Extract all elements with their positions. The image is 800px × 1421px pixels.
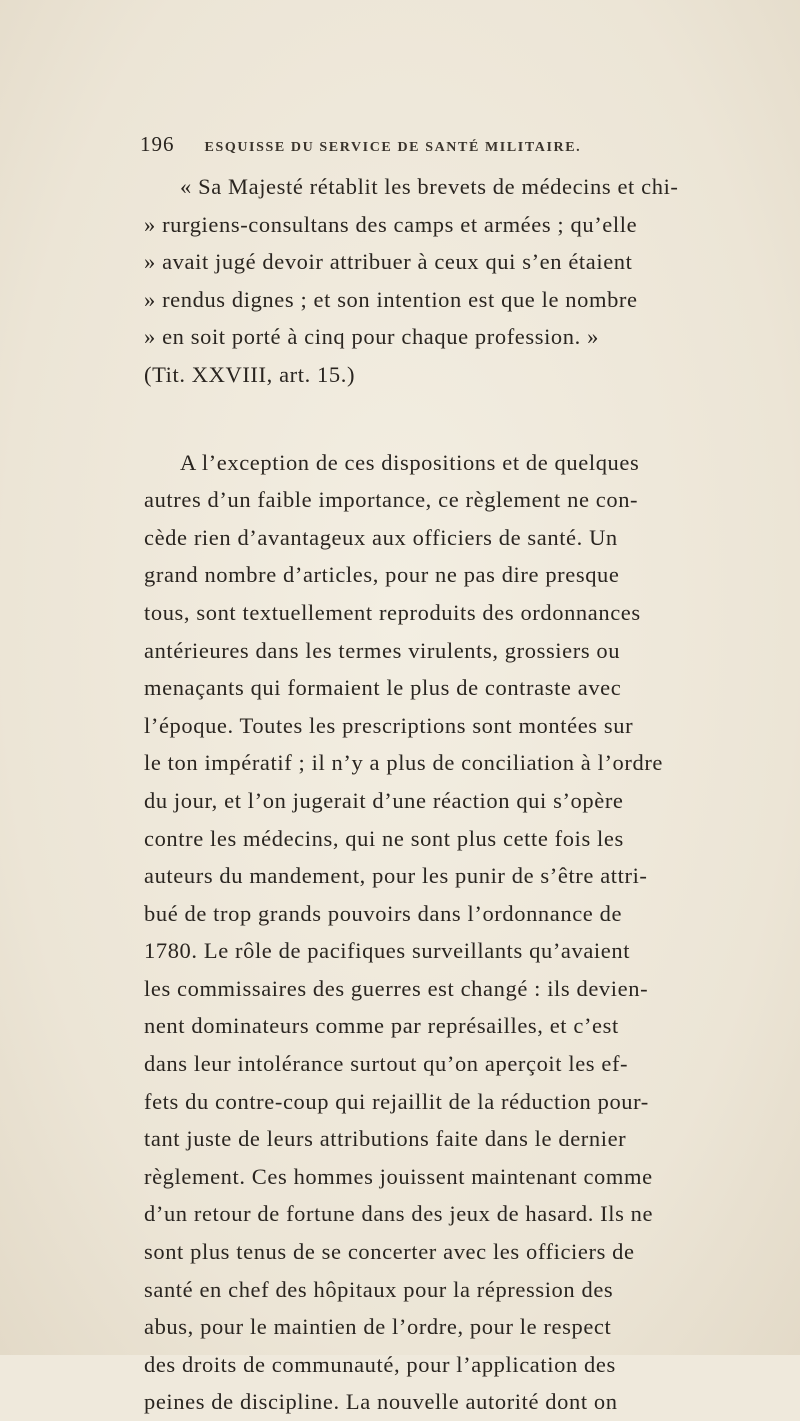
paragraph-line: le ton impératif ; il n’y a plus de conciliation à l’ordre bbox=[144, 750, 664, 776]
paragraph-gap bbox=[144, 394, 714, 444]
paragraph-line: auteurs du mandement, pour les punir de s’être attri- bbox=[144, 863, 648, 889]
paragraph-line: cède rien d’avantageux aux officiers de santé. Un bbox=[144, 524, 618, 550]
paragraph-line: fets du contre-coup qui rejaillit de la réduction pour- bbox=[144, 1088, 649, 1114]
paragraph-line: bué de trop grands pouvoirs dans l’ordonnance de bbox=[144, 900, 623, 926]
paragraph-line: dans leur intolérance surtout qu’on aperçoit les ef- bbox=[144, 1051, 629, 1077]
paragraph-line: 1780. Le rôle de pacifiques surveillants qu’avaient bbox=[144, 938, 631, 964]
paragraph-line: antérieures dans les termes virulents, grossiers ou bbox=[144, 637, 621, 663]
paragraph-line: contre les médecins, qui ne sont plus cette fois les bbox=[144, 825, 624, 851]
page-header bbox=[140, 132, 700, 157]
paragraph-line: sont plus tenus de se concerter avec les officiers de bbox=[144, 1239, 635, 1265]
paragraph-line: menaçants qui formaient le plus de contraste avec bbox=[144, 675, 622, 701]
paragraph-line: grand nombre d’articles, pour ne pas dire presque bbox=[144, 562, 620, 588]
paragraph-line: nent dominateurs comme par représailles, et c’est bbox=[144, 1013, 619, 1039]
quote-line: » avait jugé devoir attribuer à ceux qui s’en étaient bbox=[144, 249, 633, 275]
quote-line: » rurgiens-consultans des camps et armées ; qu’elle bbox=[144, 211, 638, 237]
paragraph-line: santé en chef des hôpitaux pour la répression des bbox=[144, 1276, 614, 1302]
quote-line: « Sa Majesté rétablit les brevets de médecins et chi- bbox=[180, 174, 679, 199]
paragraph-line: l’époque. Toutes les prescriptions sont montées sur bbox=[144, 712, 634, 738]
quote-line: » en soit porté à cinq pour chaque profession. » bbox=[144, 324, 599, 350]
paragraph-line: abus, pour le maintien de l’ordre, pour le respect bbox=[144, 1314, 612, 1340]
paragraph-line: tous, sont textuellement reproduits des ordonnances bbox=[144, 599, 641, 625]
page-number: 196 bbox=[140, 132, 175, 156]
paragraph-line: les commissaires des guerres est changé : ils devien- bbox=[144, 975, 649, 1001]
paragraph-line: des droits de communauté, pour l’application des bbox=[144, 1351, 616, 1377]
body-text bbox=[144, 168, 714, 1421]
paragraph-line: d’un retour de fortune dans des jeux de hasard. Ils ne bbox=[144, 1201, 654, 1227]
running-title: ESQUISSE DU SERVICE DE SANTÉ MILITAIRE. bbox=[204, 140, 582, 155]
paragraph-line: peines de discipline. La nouvelle autorité dont on bbox=[144, 1389, 618, 1415]
paragraph-line: règlement. Ces hommes jouissent maintenant comme bbox=[144, 1163, 653, 1189]
paragraph-line: autres d’un faible importance, ce règlement ne con- bbox=[144, 487, 639, 513]
quote-line: » rendus dignes ; et son intention est que le nombre bbox=[144, 286, 638, 312]
quote-citation: (Tit. XXVIII, art. 15.) bbox=[144, 361, 356, 387]
quote-block bbox=[144, 168, 714, 394]
main-paragraph bbox=[144, 444, 714, 1421]
paragraph-line: tant juste de leurs attributions faite dans le dernier bbox=[144, 1126, 627, 1152]
paragraph-line: A l’exception de ces dispositions et de quelques bbox=[180, 449, 640, 475]
paragraph-line: du jour, et l’on jugerait d’une réaction qui s’opère bbox=[144, 787, 624, 813]
